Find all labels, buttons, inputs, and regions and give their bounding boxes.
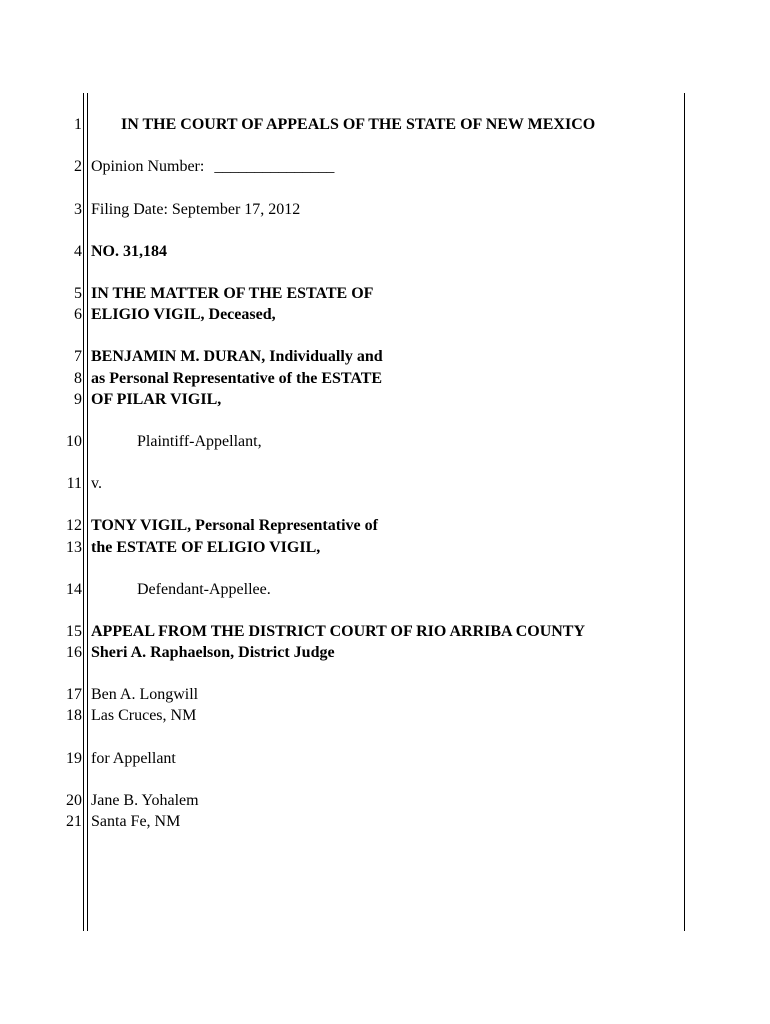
line-number: 17: [66, 686, 82, 703]
line-number: 15: [66, 623, 82, 640]
line-number: 7: [74, 348, 82, 365]
line-number: 1: [74, 116, 82, 133]
line-number: 16: [66, 644, 82, 661]
filing-date: Filing Date: September 17, 2012: [91, 201, 301, 218]
line-number: 4: [74, 243, 82, 260]
matter-line: IN THE MATTER OF THE ESTATE OF: [91, 285, 374, 302]
line-number: 14: [66, 581, 82, 598]
left-margin-rule: [83, 93, 84, 931]
versus: v.: [91, 475, 102, 492]
line-number: 8: [74, 370, 82, 387]
for-appellant: for Appellant: [91, 750, 176, 767]
defendant-role: Defendant-Appellee.: [137, 581, 271, 598]
defendant-line: TONY VIGIL, Personal Representative of: [91, 517, 378, 534]
line-number: 21: [66, 813, 82, 830]
appeal-line: APPEAL FROM THE DISTRICT COURT OF RIO ARRIBA COUNTY: [91, 623, 586, 640]
plaintiff-line: as Personal Representative of the ESTATE: [91, 370, 383, 387]
line-number: 3: [74, 201, 82, 218]
plaintiff-line: OF PILAR VIGIL,: [91, 391, 222, 408]
line-number: 12: [66, 517, 82, 534]
opinion-number-label: Opinion Number:: [91, 158, 205, 175]
line-number: 18: [66, 707, 82, 724]
line-number: 11: [66, 475, 82, 492]
line-number: 10: [66, 433, 82, 450]
line-number: 9: [74, 391, 82, 408]
matter-line: ELIGIO VIGIL, Deceased,: [91, 306, 276, 323]
court-title: IN THE COURT OF APPEALS OF THE STATE OF NEW MEXICO: [121, 116, 596, 133]
line-number: 2: [74, 158, 82, 175]
line-number: 20: [66, 792, 82, 809]
plaintiff-line: BENJAMIN M. DURAN, Individually and: [91, 348, 383, 365]
line-number: 19: [66, 750, 82, 767]
defendant-line: the ESTATE OF ELIGIO VIGIL,: [91, 539, 321, 556]
docket-number: NO. 31,184: [91, 243, 167, 260]
appellant-counsel-city: Las Cruces, NM: [91, 707, 197, 724]
right-margin-rule: [684, 93, 685, 931]
left-margin-rule-inner: [87, 93, 88, 931]
appellee-counsel-name: Jane B. Yohalem: [91, 792, 199, 809]
appellant-counsel-name: Ben A. Longwill: [91, 686, 199, 703]
opinion-number-value: _______________: [214, 158, 335, 175]
judge-line: Sheri A. Raphaelson, District Judge: [91, 644, 335, 661]
line-number: 6: [74, 306, 82, 323]
appellee-counsel-city: Santa Fe, NM: [91, 813, 181, 830]
opinion-number: [91, 157, 334, 177]
line-number: 13: [66, 539, 82, 556]
plaintiff-role: Plaintiff-Appellant,: [137, 433, 262, 450]
line-number: 5: [74, 285, 82, 302]
